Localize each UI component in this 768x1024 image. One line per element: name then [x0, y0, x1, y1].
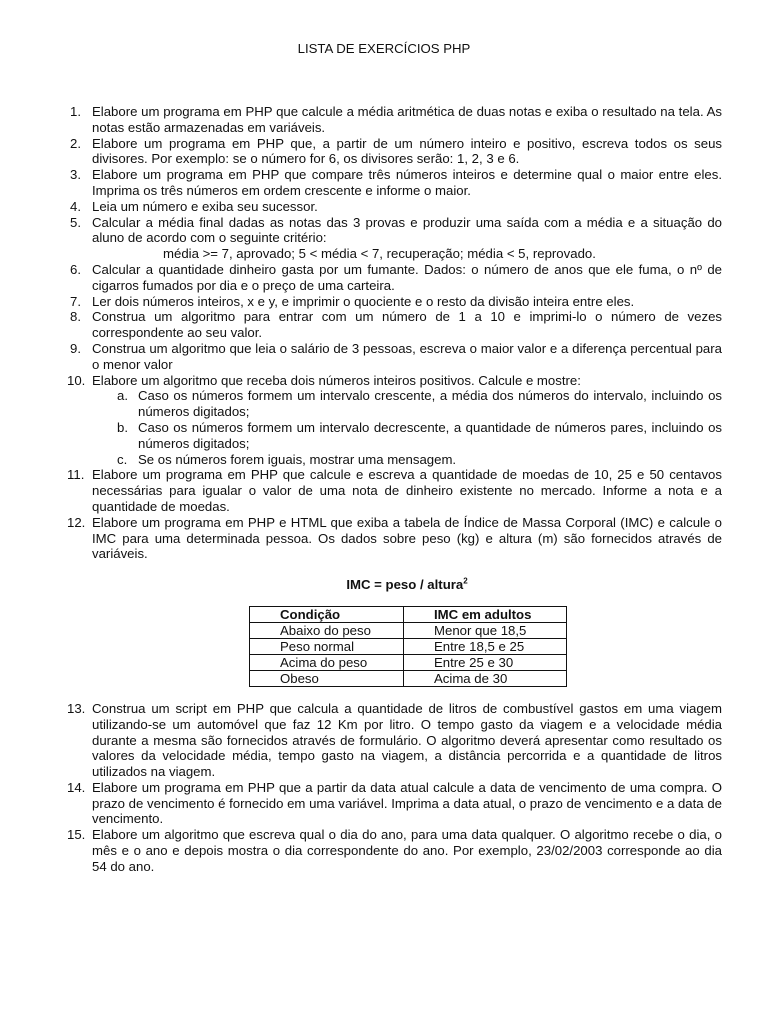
sub-item-text: Se os números forem iguais, mostrar uma mensagem. — [138, 451, 457, 467]
item-number: 1. — [70, 104, 81, 119]
item-text: Elabore um programa em PHP que calcule e escreva a quantidade de moedas de 10, 25 e 50 centavos necessárias para igualar o valor de uma nota de dinheiro existente no mercado. Informe a nota e a quantidade de moedas. — [92, 467, 722, 514]
list-item — [67, 779, 722, 827]
list-item — [67, 514, 722, 687]
list-item — [70, 215, 722, 262]
imc-formula — [92, 577, 722, 593]
item-text: Elabore um programa em PHP que calcule a média aritmética de duas notas e exiba o resultado na tela. As notas estão armazenadas em variáveis. — [92, 104, 722, 135]
item-text: Construa um algoritmo para entrar com um número de 1 a 10 e imprimi-lo o número de vezes correspondente ao seu valor. — [92, 309, 722, 341]
table-cell: Peso normal — [250, 638, 404, 654]
item-text: Elabore um algoritmo que escreva qual o dia do ano, para uma data qualquer. O algoritmo recebe o dia, o mês e o ano e depois mostra o dia correspondente do ano. Por exemplo, 23/02/2003 corresponde ao dia 54 do ano. — [92, 827, 722, 874]
item-text: Calcular a quantidade dinheiro gasta por um fumante. Dados: o número de anos que ele fuma, o nº de cigarros fumados por dia e o preço de uma carteira. — [92, 261, 722, 293]
list-item — [67, 827, 722, 874]
table-header: IMC em adultos — [404, 606, 567, 622]
sub-list-item — [92, 452, 722, 468]
list-item — [70, 136, 722, 168]
item-number: 11. — [67, 467, 85, 483]
item-number: 4. — [70, 198, 81, 214]
item-text: Elabore um programa em PHP que, a partir de um número inteiro e positivo, escreva todos os seus divisores. Por exemplo: se o número for 6, os divisores serão: 1, 2, 3 e 6. — [92, 135, 722, 167]
item-number: 8. — [70, 309, 81, 325]
table-cell: Obeso — [250, 670, 404, 686]
list-item — [70, 309, 722, 341]
sub-item-text: Caso os números formem um intervalo decrescente, a quantidade de números pares, incluindo os números digitados; — [138, 419, 722, 451]
item-text: Construa um script em PHP que calcula a quantidade de litros de combustível gastos em uma viagem utilizando-se um automóvel que faz 12 Km por litro. O tempo gasto da viagem e a velocidade média durante a mesma são fornecidos através de formulário. O algoritmo deverá apresentar como resultado os valores da velocidade média, tempo gasto na viagem, a distância percorrida e a quantidade de litros utilizados na viagem. — [92, 700, 722, 780]
list-item — [67, 700, 722, 780]
sub-item-text: Caso os números formem um intervalo crescente, a média dos números do intervalo, incluindo os números digitados; — [138, 388, 722, 420]
page-title: LISTA DE EXERCÍCIOS PHP — [297, 41, 471, 56]
sub-list-item — [92, 388, 722, 420]
table-row — [250, 654, 567, 670]
table-row — [250, 622, 567, 638]
grading-criteria: média >= 7, aprovado; 5 < média < 7, recuperação; média < 5, reprovado. — [163, 246, 596, 262]
list-item — [70, 294, 722, 310]
list-item — [67, 372, 722, 468]
table-row — [250, 670, 567, 686]
item-number: 15. — [67, 827, 86, 843]
item-number: 10. — [67, 372, 86, 388]
item-number: 2. — [70, 135, 81, 151]
item-text: Elabore um programa em PHP que compare três números inteiros e determine qual o maior entre eles. Imprima os três números em ordem crescente e informe o maior. — [92, 167, 722, 198]
item-number: 3. — [70, 167, 81, 183]
item-text: Ler dois números inteiros, x e y, e imprimir o quociente e o resto da divisão inteira entre eles. — [92, 293, 635, 309]
item-text: Construa um algoritmo que leia o salário de 3 pessoas, escreva o maior valor e a diferença percentual para o menor valor — [92, 340, 722, 372]
item-text: Leia um número e exiba seu sucessor. — [92, 198, 318, 214]
table-cell: Acima do peso — [250, 654, 404, 670]
formula-text: IMC = peso / altura — [346, 577, 464, 593]
item-number: 7. — [70, 293, 81, 309]
sub-item-letter: a. — [117, 388, 128, 404]
sub-item-letter: c. — [117, 451, 128, 467]
table-cell: Abaixo do peso — [250, 622, 404, 638]
item-number: 12. — [67, 514, 86, 530]
item-number: 9. — [70, 340, 81, 356]
list-item — [70, 199, 722, 215]
formula-exponent: 2 — [463, 576, 468, 586]
list-item — [70, 262, 722, 294]
imc-table — [249, 606, 567, 687]
table-cell: Entre 18,5 e 25 — [404, 638, 567, 654]
sub-list — [92, 388, 722, 467]
item-number: 5. — [70, 214, 81, 230]
item-number: 13. — [67, 700, 86, 716]
table-cell: Menor que 18,5 — [404, 622, 567, 638]
table-header-row — [250, 606, 567, 622]
item-number: 6. — [70, 261, 81, 277]
item-text: Elabore um algoritmo que receba dois números inteiros positivos. Calcule e mostre: — [92, 372, 581, 388]
table-cell: Entre 25 e 30 — [404, 654, 567, 670]
sub-item-letter: b. — [117, 419, 128, 435]
list-item — [67, 467, 722, 514]
table-header: Condição — [250, 606, 404, 622]
item-text: Elabore um programa em PHP que a partir da data atual calcule a data de vencimento de uma compra. O prazo de vencimento é fornecido em uma variável. Imprima a data atual, o prazo de vencimento e a data de vencimento. — [92, 779, 722, 827]
list-item — [70, 167, 722, 199]
item-text: Elabore um programa em PHP e HTML que exiba a tabela de Índice de Massa Corporal (IMC) e calcule o IMC para uma determinada pessoa. Os dados sobre peso (kg) e altura (m) são fornecidos através de variáveis. — [92, 514, 722, 562]
table-cell: Acima de 30 — [404, 670, 567, 686]
list-item — [70, 341, 722, 373]
exercise-list — [67, 104, 722, 875]
table-row — [250, 638, 567, 654]
list-item — [70, 104, 722, 136]
item-number: 14. — [67, 779, 86, 795]
item-text: Calcular a média final dadas as notas das 3 provas e produzir uma saída com a média e a situação do aluno de acordo com o seguinte critério: — [92, 214, 722, 246]
sub-list-item — [92, 420, 722, 452]
